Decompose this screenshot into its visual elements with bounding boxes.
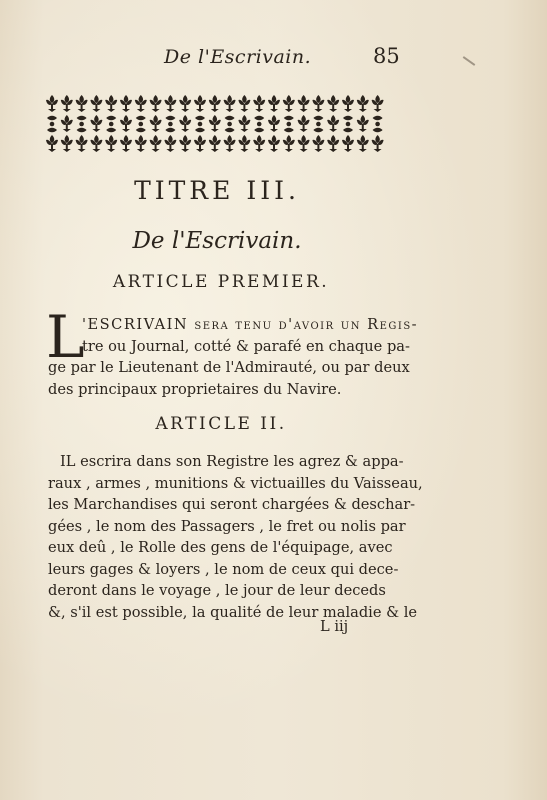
fleuron-glyph bbox=[225, 116, 235, 133]
fleuron-glyph bbox=[283, 95, 295, 112]
fleuron-ornament-band bbox=[43, 93, 387, 153]
text-line: IL escrira dans son Registre les agrez & appa- bbox=[60, 453, 404, 470]
fleuron-glyph bbox=[268, 135, 280, 152]
fleuron-glyph bbox=[164, 135, 176, 152]
fleuron-glyph bbox=[313, 116, 323, 133]
fleuron-glyph bbox=[105, 135, 117, 152]
page-mark bbox=[463, 56, 476, 66]
fleuron-glyph bbox=[254, 116, 264, 133]
fleuron-glyph bbox=[136, 116, 146, 133]
fleuron-glyph bbox=[120, 135, 132, 152]
fleuron-glyph bbox=[298, 135, 310, 152]
fleuron-glyph bbox=[342, 95, 354, 112]
fleuron-glyph bbox=[61, 135, 73, 152]
article-premier-text bbox=[46, 303, 419, 400]
fleuron-glyph bbox=[327, 115, 339, 132]
page-number: 85 bbox=[373, 44, 400, 68]
drop-cap: L bbox=[46, 303, 85, 371]
fleuron-glyph bbox=[46, 95, 58, 112]
fleuron-glyph bbox=[327, 95, 339, 112]
text-line: tre ou Journal, cotté & parafé en chaque pa- bbox=[82, 337, 410, 355]
fleuron-glyph bbox=[105, 95, 117, 112]
text-line: &, s'il est possible, la qualité de leur maladie & le bbox=[48, 603, 418, 621]
fleuron-glyph bbox=[357, 135, 369, 152]
fleuron-glyph bbox=[327, 135, 339, 152]
text-line: leurs gages & loyers , le nom de ceux qui dece- bbox=[48, 560, 399, 578]
title-heading: TITRE III. bbox=[134, 176, 300, 205]
fleuron-glyph bbox=[61, 115, 73, 132]
fleuron-glyph bbox=[357, 115, 369, 132]
fleuron-glyph bbox=[76, 135, 88, 152]
fleuron-glyph bbox=[283, 135, 295, 152]
fleuron-glyph bbox=[312, 135, 324, 152]
fleuron-glyph bbox=[106, 116, 116, 133]
text-line: deront dans le voyage , le jour de leur deceds bbox=[48, 582, 386, 599]
fleuron-glyph bbox=[253, 135, 265, 152]
article-ii-text bbox=[48, 451, 423, 623]
fleuron-glyph bbox=[90, 135, 102, 152]
fleuron-glyph bbox=[165, 116, 175, 133]
fleuron-glyph bbox=[90, 95, 102, 112]
fleuron-glyph bbox=[284, 116, 294, 133]
article-ii-heading: ARTICLE II. bbox=[155, 414, 287, 434]
fleuron-glyph bbox=[179, 95, 191, 112]
text-line: raux , armes , munitions & victuailles du Vaisseau, bbox=[48, 474, 423, 492]
fleuron-glyph bbox=[238, 115, 250, 132]
fleuron-glyph bbox=[312, 95, 324, 112]
fleuron-glyph bbox=[209, 95, 221, 112]
fleuron-glyph bbox=[224, 95, 236, 112]
fleuron-glyph bbox=[224, 135, 236, 152]
fleuron-glyph bbox=[298, 95, 310, 112]
fleuron-glyph bbox=[298, 115, 310, 132]
fleuron-glyph bbox=[135, 95, 147, 112]
fleuron-glyph bbox=[135, 135, 147, 152]
subtitle-heading: De l'Escrivain. bbox=[132, 228, 302, 254]
fleuron-glyph bbox=[209, 115, 221, 132]
fleuron-glyph bbox=[372, 135, 384, 152]
fleuron-glyph bbox=[76, 95, 88, 112]
text-line: eux deû , le Rolle des gens de l'équipage, avec bbox=[48, 539, 393, 556]
fleuron-glyph bbox=[372, 95, 384, 112]
signature-mark: L iij bbox=[320, 618, 349, 635]
fleuron-glyph bbox=[46, 135, 58, 152]
text-line: ge par le Lieutenant de l'Admirauté, ou par deux bbox=[48, 359, 410, 376]
fleuron-glyph bbox=[150, 95, 162, 112]
text-line: des principaux proprietaires du Navire. bbox=[48, 380, 342, 398]
fleuron-glyph bbox=[120, 115, 132, 132]
fleuron-glyph bbox=[164, 95, 176, 112]
fleuron-glyph bbox=[120, 95, 132, 112]
fleuron-glyph bbox=[179, 135, 191, 152]
fleuron-glyph bbox=[343, 116, 353, 133]
fleuron-glyph bbox=[238, 135, 250, 152]
fleuron-glyph bbox=[194, 95, 206, 112]
text-line: gées , le nom des Passagers , le fret ou nolis par bbox=[48, 517, 406, 535]
text-line: les Marchandises qui seront chargées & deschar- bbox=[48, 496, 416, 513]
fleuron-glyph bbox=[47, 116, 57, 133]
fleuron-glyph bbox=[61, 95, 73, 112]
fleuron-glyph bbox=[373, 116, 383, 133]
fleuron-glyph bbox=[268, 115, 280, 132]
fleuron-glyph bbox=[253, 95, 265, 112]
fleuron-glyph bbox=[77, 116, 87, 133]
fleuron-glyph bbox=[194, 135, 206, 152]
fleuron-glyph bbox=[150, 115, 162, 132]
fleuron-glyph bbox=[357, 95, 369, 112]
article-premier-heading: ARTICLE PREMIER. bbox=[112, 272, 330, 292]
text-line: 'ESCRIVAIN sera tenu d'avoir un Regis- bbox=[82, 316, 419, 333]
running-head: De l'Escrivain. bbox=[164, 46, 312, 68]
fleuron-glyph bbox=[209, 135, 221, 152]
fleuron-glyph bbox=[342, 135, 354, 152]
fleuron-glyph bbox=[238, 95, 250, 112]
fleuron-glyph bbox=[268, 95, 280, 112]
fleuron-glyph bbox=[195, 116, 205, 133]
fleuron-glyph bbox=[90, 115, 102, 132]
fleuron-glyph bbox=[179, 115, 191, 132]
fleuron-glyph bbox=[150, 135, 162, 152]
